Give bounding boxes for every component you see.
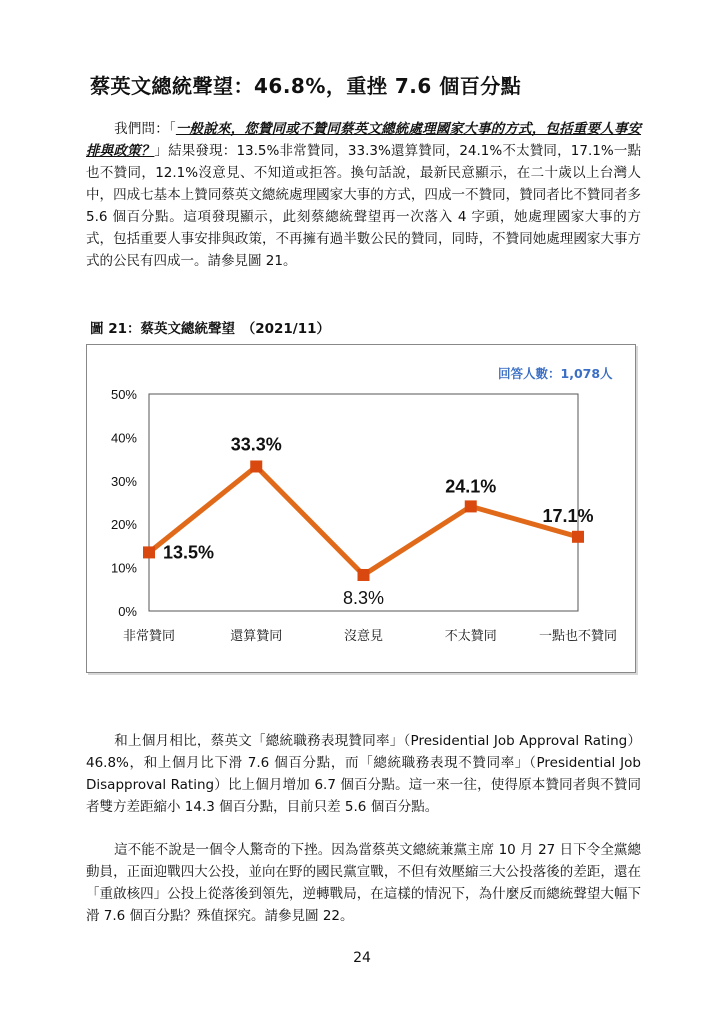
y-tick-label: 20%: [110, 517, 137, 533]
y-tick-label: 50%: [110, 387, 137, 402]
figure-title: 圖 21：蔡英文總統聲望 （2021/11）: [90, 321, 331, 337]
paragraph-lead: 我們問：「: [114, 121, 176, 137]
data-label: 13.5%: [163, 542, 215, 563]
paragraph-comparison: [86, 730, 641, 818]
paragraph-analysis: [86, 839, 641, 927]
x-tick-label: 一點也不贊同: [538, 629, 618, 644]
section-heading: 蔡英文總統聲望：46.8%，重挫 7.6 個百分點: [90, 74, 522, 98]
paragraph-analysis-text: 這不能不說是一個令人驚奇的下挫。因為當蔡英文總統兼黨主席 10 月 27 日下令全黨總動員，正面迎戰四大公投，並向在野的國民黨宣戰，不但有效壓縮三大公投落後的差距，還在「重啟核四」公投上從落後到領先，逆轉戰局，在這樣的情況下，為什麼反而總統聲望大幅下滑 7.6 個百分點？殊值探究。請參見圖 22。: [86, 842, 641, 924]
paragraph-survey-result: [86, 118, 641, 272]
approval-line-chart: [87, 345, 635, 672]
data-point-marker: [358, 569, 370, 581]
data-point-marker: [572, 531, 584, 543]
x-tick-label: 還算贊同: [230, 629, 283, 644]
y-tick-label: 10%: [110, 560, 137, 576]
x-tick-label: 不太贊同: [444, 629, 497, 644]
data-point-marker: [465, 500, 477, 512]
x-tick-label: 沒意見: [343, 629, 384, 644]
survey-question: 一般說來，您贊同或不贊同蔡英文總統處理國家大事的方式，包括重要人事安排與政策？: [86, 121, 642, 159]
y-tick-label: 30%: [110, 473, 137, 489]
data-label: 17.1%: [542, 505, 594, 526]
data-label: 24.1%: [445, 476, 497, 497]
data-label: 8.3%: [342, 587, 385, 608]
data-point-marker: [143, 546, 155, 558]
data-label: 33.3%: [230, 434, 282, 455]
chart-container: [86, 344, 636, 673]
y-tick-label: 40%: [110, 430, 137, 446]
page-number: 24: [353, 950, 371, 966]
x-tick-label: 非常贊同: [122, 629, 176, 644]
data-point-marker: [250, 460, 262, 472]
paragraph-comparison-text: 和上個月相比，蔡英文「總統職務表現贊同率」（Presidential Job Approval Rating）46.8%，和上個月比下滑 7.6 個百分點，而「總統職務表現不贊同率」（Presidential Job Disapproval Rating）比上個月增加 6.7 個百分點。這一來一往，使得原本贊同者與不贊同者雙方差距縮小 14.3 個百分點，目前只差 5.6 個百分點。: [86, 733, 641, 815]
respondent-count: 回答人數：1,078人: [498, 366, 613, 381]
y-tick-label: 0%: [118, 604, 137, 619]
paragraph-body: 」結果發現：13.5%非常贊同，33.3%還算贊同，24.1%不太贊同，17.1%一點也不贊同，12.1%沒意見、不知道或拒答。換句話說，最新民意顯示，在二十歲以上台灣人中，四成七基本上贊同蔡英文總統處理國家大事的方式，四成一不贊同，贊同者比不贊同者多 5.6 個百分點。這項發現顯示，此刻蔡總統聲望再一次落入 4 字頭，她處理國家大事的方式，包括重要人事安排與政策，不再擁有過半數公民的贊同，同時，不贊同她處理國家大事方式的公民有四成一。請參見圖 21。: [86, 143, 642, 269]
